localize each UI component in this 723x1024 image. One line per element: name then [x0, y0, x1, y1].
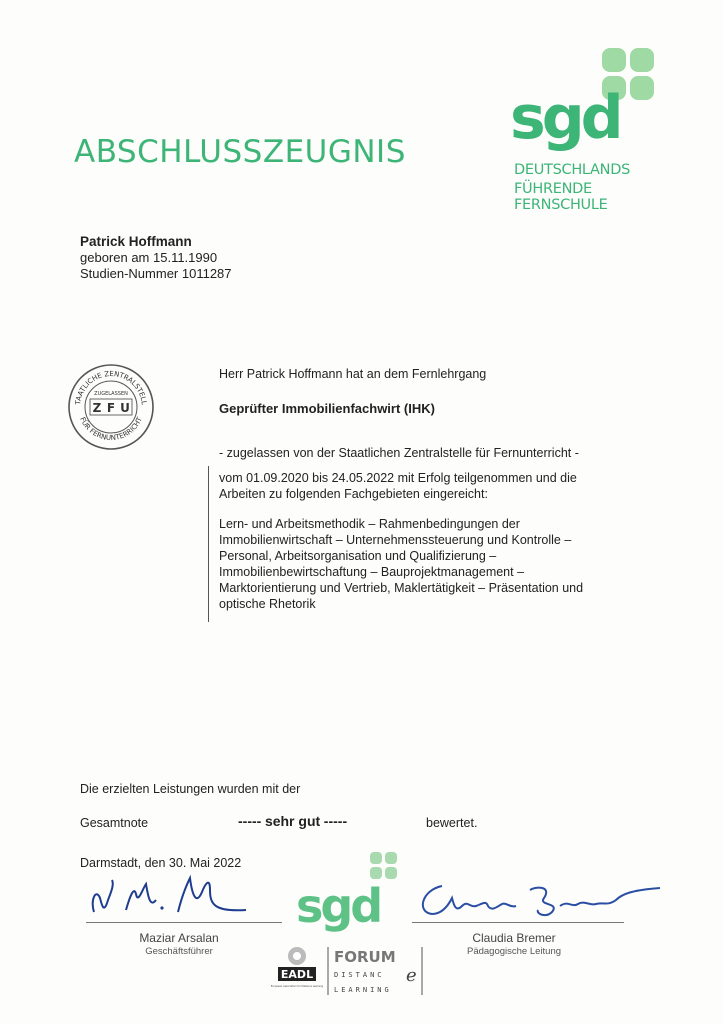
final-grade: sehr gut: [264, 813, 321, 829]
course-name: Geprüfter Immobilienfachwirt (IHK): [219, 401, 435, 416]
recipient-student-number: Studien-Nummer 1011287: [80, 266, 232, 281]
seal-letter-u: U: [120, 401, 130, 415]
seal-letter-f: F: [106, 401, 116, 415]
seal-label: ZUGELASSEN: [94, 391, 128, 397]
place-date: Darmstadt, den 30. Mai 2022: [80, 856, 242, 870]
result-intro: Die erzielten Leistungen wurden mit der: [80, 782, 301, 796]
signature-left: [86, 870, 256, 922]
recipient-block: [80, 234, 232, 282]
subject-line: Lern- und Arbeitsmethodik – Rahmenbedingungen der: [219, 517, 520, 531]
logo-tagline-1: DEUTSCHLANDS: [514, 162, 630, 178]
subject-line: Personal, Arbeitsorganisation und Qualifizierung –: [219, 549, 497, 563]
subject-line: Immobilienwirtschaft – Unternehmenssteuerung und Kontrolle –: [219, 533, 572, 547]
eadl-badge: [270, 945, 324, 997]
signer-role-left: Geschäftsführer: [145, 946, 213, 957]
margin-rule: [208, 466, 209, 622]
course-approval: - zugelassen von der Staatlichen Zentralstelle für Fernunterricht -: [219, 446, 579, 460]
eadl-text: EADL: [280, 968, 314, 981]
subject-list: [219, 516, 629, 612]
forum-distance-learning-logo: [326, 945, 426, 997]
recipient-birthdate: geboren am 15.11.1990: [80, 250, 218, 265]
forum-distance: DISTANC: [334, 971, 385, 979]
grade-suffix: bewertet.: [426, 816, 478, 830]
seal-top-text: TAATLICHE ZENTRALSTELL: [74, 369, 148, 406]
certificate-title: ABSCHLUSSZEUGNIS: [74, 134, 406, 170]
grade-dashes-left: -----: [238, 813, 262, 829]
signer-role-right: Pädagogische Leitung: [466, 946, 562, 957]
period-line: vom 01.09.2020 bis 24.05.2022 mit Erfolg teilgenommen und die: [219, 471, 577, 485]
seal-letter-z: Z: [92, 401, 102, 415]
signature-right: [412, 876, 662, 924]
eadl-subtext: European Association for Distance Learning: [270, 985, 324, 988]
logo-tagline-2: FÜHRENDE FERNSCHULE: [514, 181, 608, 213]
signer-name-left: Maziar Arsalan: [139, 931, 219, 945]
subject-line: optische Rhetorik: [219, 597, 316, 611]
signer-name-right: Claudia Bremer: [472, 931, 556, 945]
forum-e: e: [406, 965, 417, 986]
sgd-stamp-logo: [292, 850, 422, 933]
course-period: [219, 470, 619, 502]
period-line: Arbeiten zu folgenden Fachgebieten eingereicht:: [219, 487, 488, 501]
course-intro: Herr Patrick Hoffmann hat an dem Fernlehrgang: [219, 367, 487, 381]
grade-dashes-right: -----: [323, 813, 348, 829]
forum-title: FORUM: [334, 948, 396, 966]
subject-line: Marktorientierung und Vertrieb, Maklertätigkeit – Präsentation und: [219, 581, 584, 595]
signature-line-left: [86, 922, 282, 923]
subject-line: Immobilienbewirtschaftung – Bauprojektmanagement –: [219, 565, 525, 579]
recipient-name: Patrick Hoffmann: [80, 234, 192, 249]
grade-label: Gesamtnote: [80, 816, 149, 830]
forum-learning: LEARNING: [334, 986, 392, 994]
signature-line-right: [412, 922, 624, 923]
zfu-seal: [66, 362, 156, 452]
sgd-logo-text: sgd: [510, 83, 620, 153]
grade-value: [238, 813, 347, 829]
seal-bottom-text: FÜR FERNUNTERRICHT: [78, 415, 144, 443]
sgd-stamp-text: sgd: [296, 879, 381, 933]
sgd-logo: [508, 46, 668, 213]
